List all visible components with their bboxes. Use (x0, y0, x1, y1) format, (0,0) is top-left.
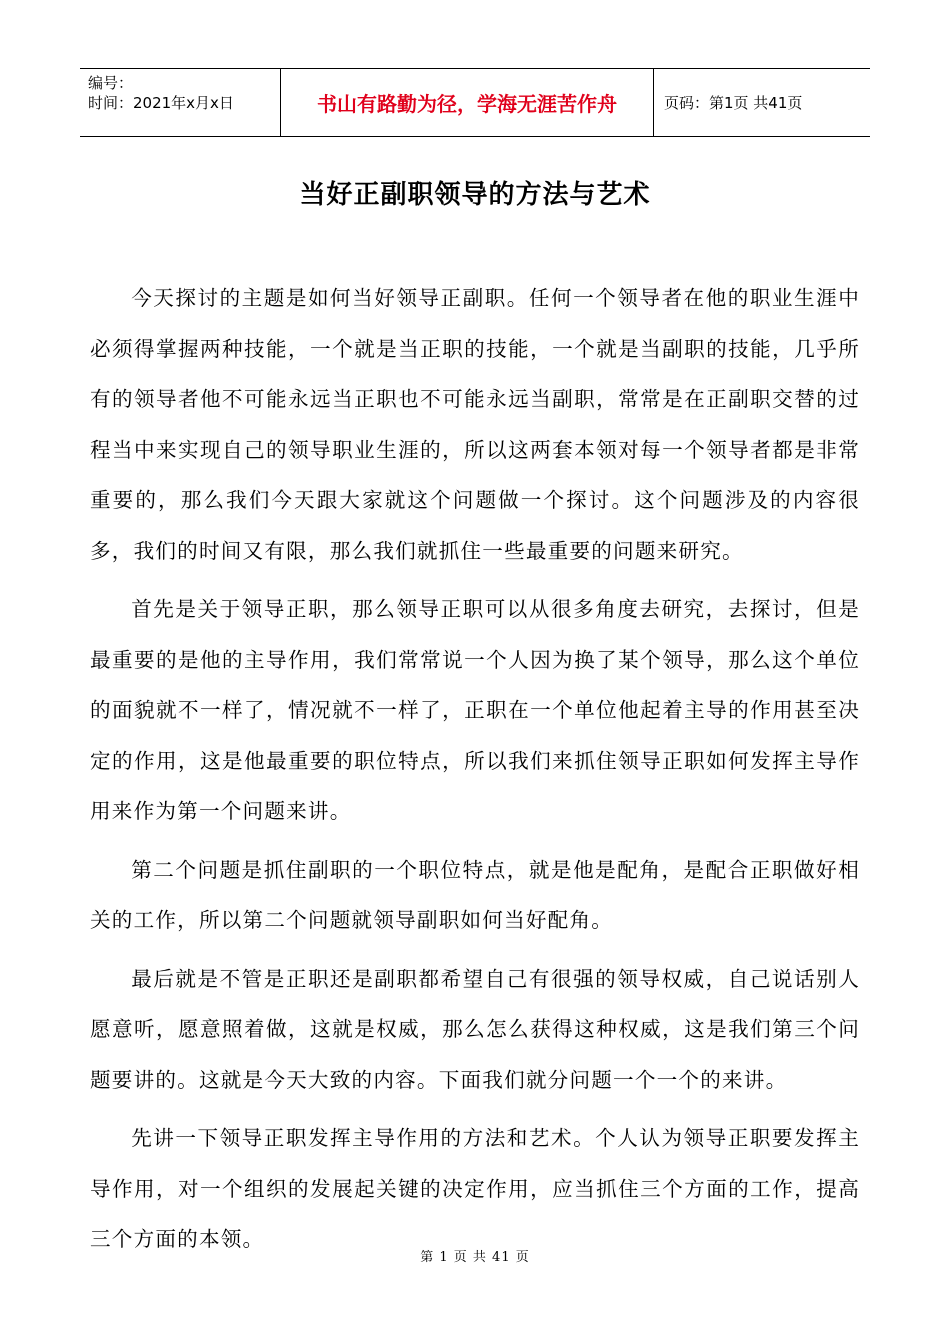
page-header (80, 68, 870, 137)
header-motto: 书山有路勤为径，学海无涯苦作舟 (280, 69, 654, 136)
header-page-info: 页码：第1页 共41页 (664, 94, 803, 112)
document-number-label: 编号： (88, 74, 134, 92)
paragraph: 今天探讨的主题是如何当好领导正副职。任何一个领导者在他的职业生涯中必须得掌握两种技能，一个就是当正职的技能，一个就是当副职的技能，几乎所有的领导者他不可能永远当正职也不可能永远当副职，常常是在正副职交替的过程当中来实现自己的领导职业生涯的，所以这两套本领对每一个领导者都是非常重要的，那么我们今天跟大家就这个问题做一个探讨。这个问题涉及的内容很多，我们的时间又有限，那么我们就抓住一些最重要的问题来研究。 (90, 286, 860, 563)
document-body (90, 273, 860, 1273)
paragraph: 第二个问题是抓住副职的一个职位特点，就是他是配角，是配合正职做好相关的工作，所以第二个问题就领导副职如何当好配角。 (90, 857, 860, 932)
document-date-label: 时间：2021年x月x日 (88, 94, 234, 112)
header-meta (80, 69, 280, 136)
document-title: 当好正副职领导的方法与艺术 (299, 180, 651, 210)
page-footer: 第 1 页 共 41 页 (420, 1250, 530, 1265)
paragraph: 首先是关于领导正职，那么领导正职可以从很多角度去研究，去探讨，但是最重要的是他的主导作用，我们常常说一个人因为换了某个领导，那么这个单位的面貌就不一样了，情况就不一样了，正职在一个单位他起着主导的作用甚至决定的作用，这是他最重要的职位特点，所以我们来抓住领导正职如何发挥主导作用来作为第一个问题来讲。 (90, 597, 860, 823)
paragraph: 先讲一下领导正职发挥主导作用的方法和艺术。个人认为领导正职要发挥主导作用，对一个组织的发展起关键的决定作用，应当抓住三个方面的工作，提高三个方面的本领。 (90, 1126, 860, 1251)
paragraph: 最后就是不管是正职还是副职都希望自己有很强的领导权威，自己说话别人愿意听，愿意照着做，这就是权威，那么怎么获得这种权威，这是我们第三个问题要讲的。这就是今天大致的内容。下面我们就分问题一个一个的来讲。 (90, 966, 860, 1092)
